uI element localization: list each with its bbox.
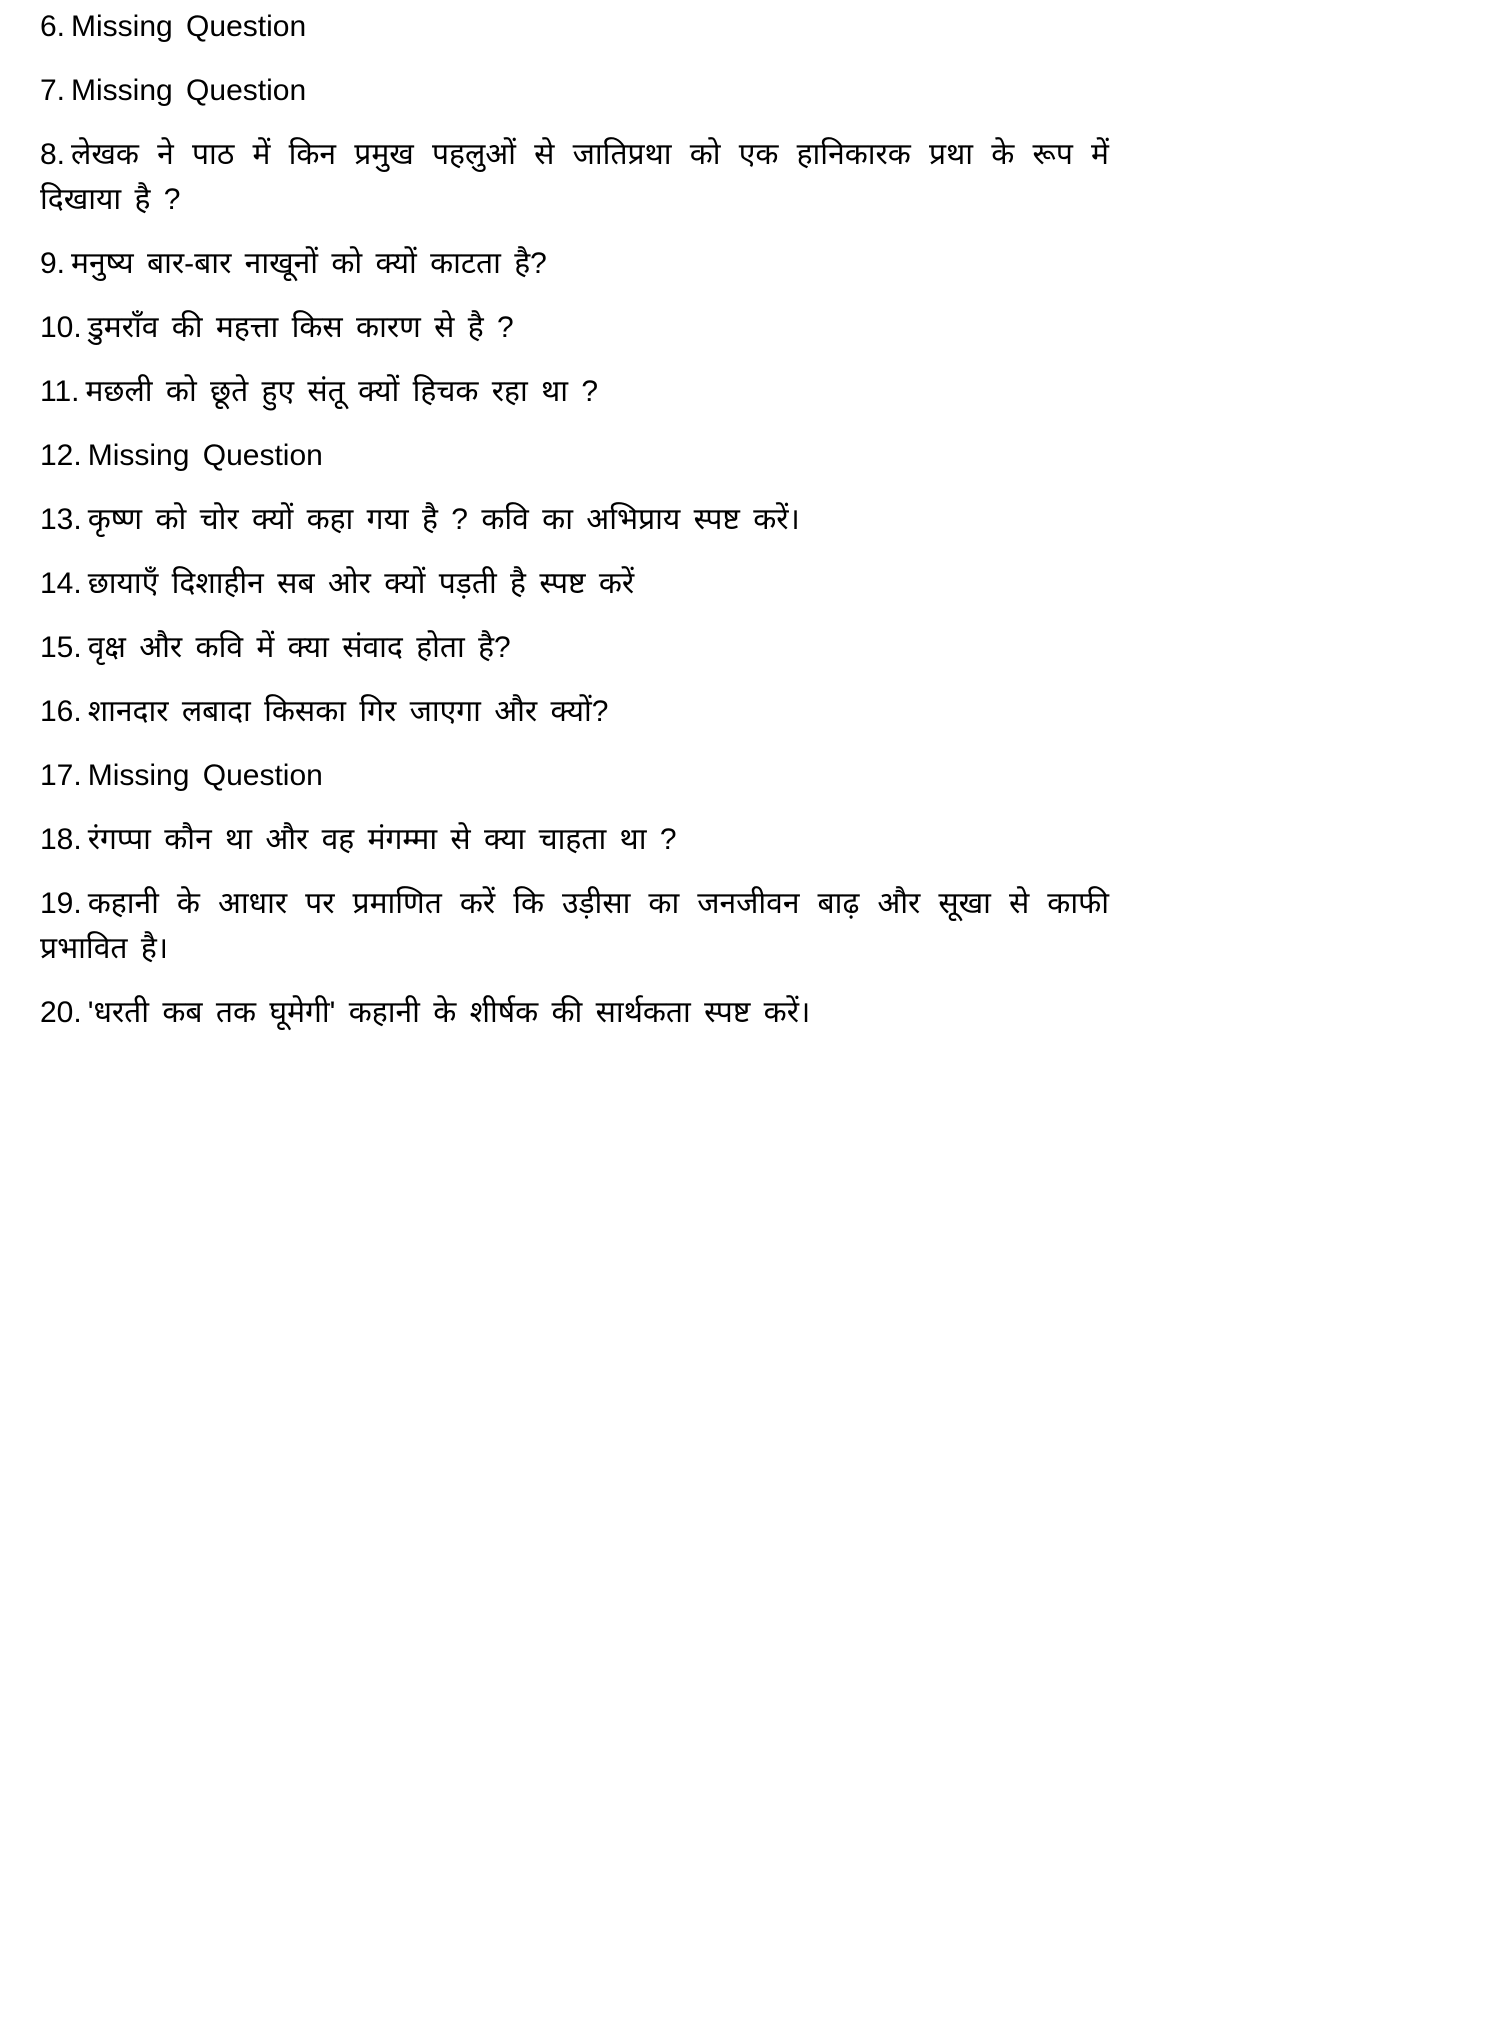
question-number: 6. bbox=[40, 10, 66, 43]
question-item bbox=[40, 132, 1109, 222]
question-text: 'धरती कब तक घूमेगी' कहानी के शीर्षक की सार्थकता स्पष्ट करें। bbox=[87, 996, 811, 1029]
question-text: कृष्ण को चोर क्यों कहा गया है ? कवि का अभिप्राय स्पष्ट करें। bbox=[87, 503, 800, 536]
question-number: 9. bbox=[40, 247, 66, 280]
question-item bbox=[40, 305, 1109, 350]
question-item bbox=[40, 241, 1109, 286]
question-item bbox=[40, 433, 1109, 478]
question-text: रंगप्पा कौन था और वह मंगम्मा से क्या चाहता था ? bbox=[87, 823, 677, 856]
question-number: 20. bbox=[40, 996, 82, 1029]
question-list bbox=[40, 4, 1109, 1035]
question-item bbox=[40, 817, 1109, 862]
question-text: Missing Question bbox=[87, 759, 323, 792]
question-number: 18. bbox=[40, 823, 82, 856]
question-number: 19. bbox=[40, 887, 82, 920]
question-text: Missing Question bbox=[71, 74, 307, 107]
question-text: वृक्ष और कवि में क्या संवाद होता है? bbox=[87, 631, 511, 664]
question-text: मछली को छूते हुए संतू क्यों हिचक रहा था ? bbox=[85, 375, 599, 408]
question-item bbox=[40, 753, 1109, 798]
question-item bbox=[40, 625, 1109, 670]
question-item bbox=[40, 369, 1109, 414]
question-text: डुमराँव की महत्ता किस कारण से है ? bbox=[87, 311, 514, 344]
question-number: 11. bbox=[40, 375, 80, 408]
question-number: 12. bbox=[40, 439, 82, 472]
question-text: Missing Question bbox=[87, 439, 323, 472]
question-number: 7. bbox=[40, 74, 66, 107]
question-item bbox=[40, 881, 1109, 971]
question-number: 16. bbox=[40, 695, 82, 728]
question-item bbox=[40, 497, 1109, 542]
question-number: 10. bbox=[40, 311, 82, 344]
question-number: 8. bbox=[40, 138, 66, 171]
question-number: 13. bbox=[40, 503, 82, 536]
question-text: लेखक ने पाठ में किन प्रमुख पहलुओं से जातिप्रथा को एक हानिकारक प्रथा के रूप में दिखाया है ? bbox=[40, 138, 1109, 216]
question-text: छायाएँ दिशाहीन सब ओर क्यों पड़ती है स्पष्ट करें bbox=[87, 567, 635, 600]
question-text: शानदार लबादा किसका गिर जाएगा और क्यों? bbox=[87, 695, 609, 728]
question-item bbox=[40, 561, 1109, 606]
question-item bbox=[40, 68, 1109, 113]
question-text: कहानी के आधार पर प्रमाणित करें कि उड़ीसा का जनजीवन बाढ़ और सूखा से काफी प्रभावित है। bbox=[40, 887, 1109, 965]
question-number: 15. bbox=[40, 631, 82, 664]
question-text: Missing Question bbox=[71, 10, 307, 43]
question-item bbox=[40, 990, 1109, 1035]
question-text: मनुष्य बार-बार नाखूनों को क्यों काटता है? bbox=[71, 247, 547, 280]
question-number: 14. bbox=[40, 567, 82, 600]
question-item bbox=[40, 4, 1109, 49]
question-number: 17. bbox=[40, 759, 82, 792]
question-item bbox=[40, 689, 1109, 734]
